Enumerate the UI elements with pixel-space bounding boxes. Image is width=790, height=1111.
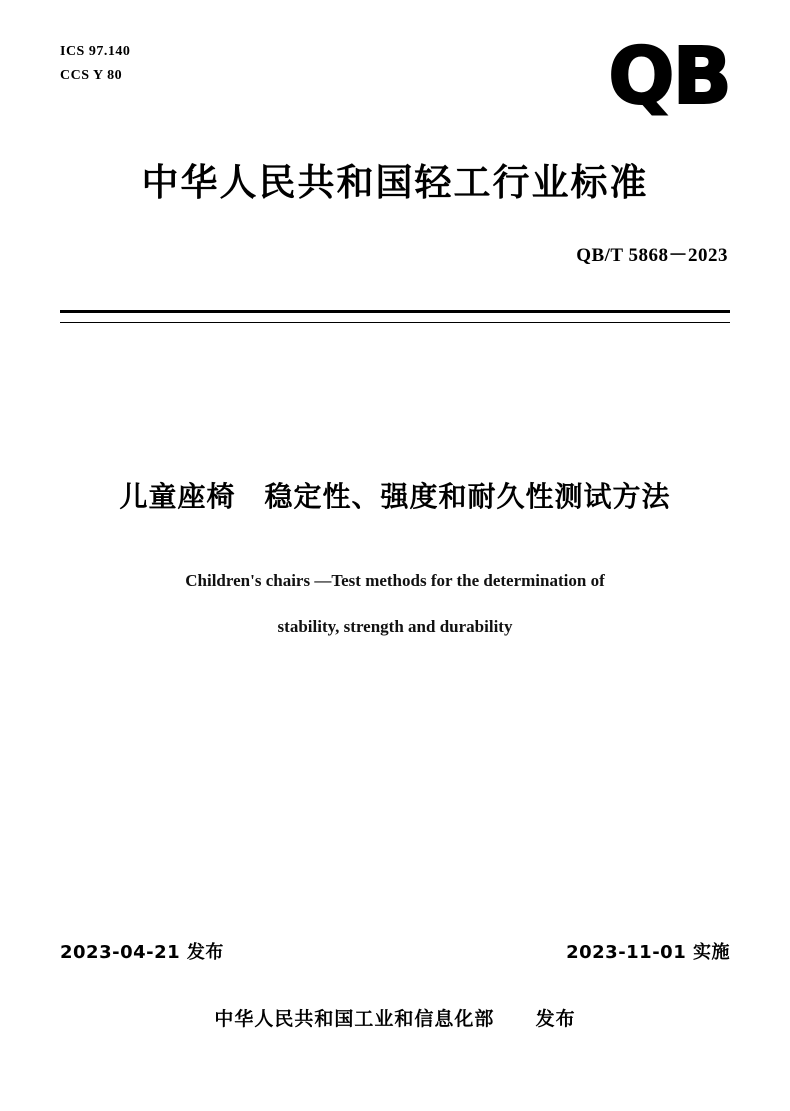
document-title-en-line1: Children's chairs —Test methods for the determination of <box>185 571 605 590</box>
ics-code: ICS 97.140 <box>60 44 131 59</box>
document-title-cn: 儿童座椅 稳定性、强度和耐久性测试方法 <box>119 480 671 513</box>
document-title-en <box>0 558 790 650</box>
standard-number: QB/T 5868－2023 <box>576 245 728 266</box>
issue-date: 2023-04-21 发布 <box>60 942 224 963</box>
footer-dates <box>60 938 730 964</box>
qb-logo: QB <box>608 32 730 122</box>
issuer-name: 中华人民共和国工业和信息化部 <box>214 1008 495 1030</box>
page-title: 中华人民共和国轻工行业标准 <box>141 161 649 204</box>
document-title-en-line2: stability, strength and durability <box>277 617 513 636</box>
issuer-suffix: 发布 <box>535 1008 576 1030</box>
ccs-code: CCS Y 80 <box>60 68 123 83</box>
issuer-line <box>0 1004 790 1031</box>
divider-thick <box>60 310 730 313</box>
divider-thin <box>60 322 730 323</box>
header-zone <box>60 32 730 152</box>
effective-date: 2023-11-01 实施 <box>566 942 730 963</box>
